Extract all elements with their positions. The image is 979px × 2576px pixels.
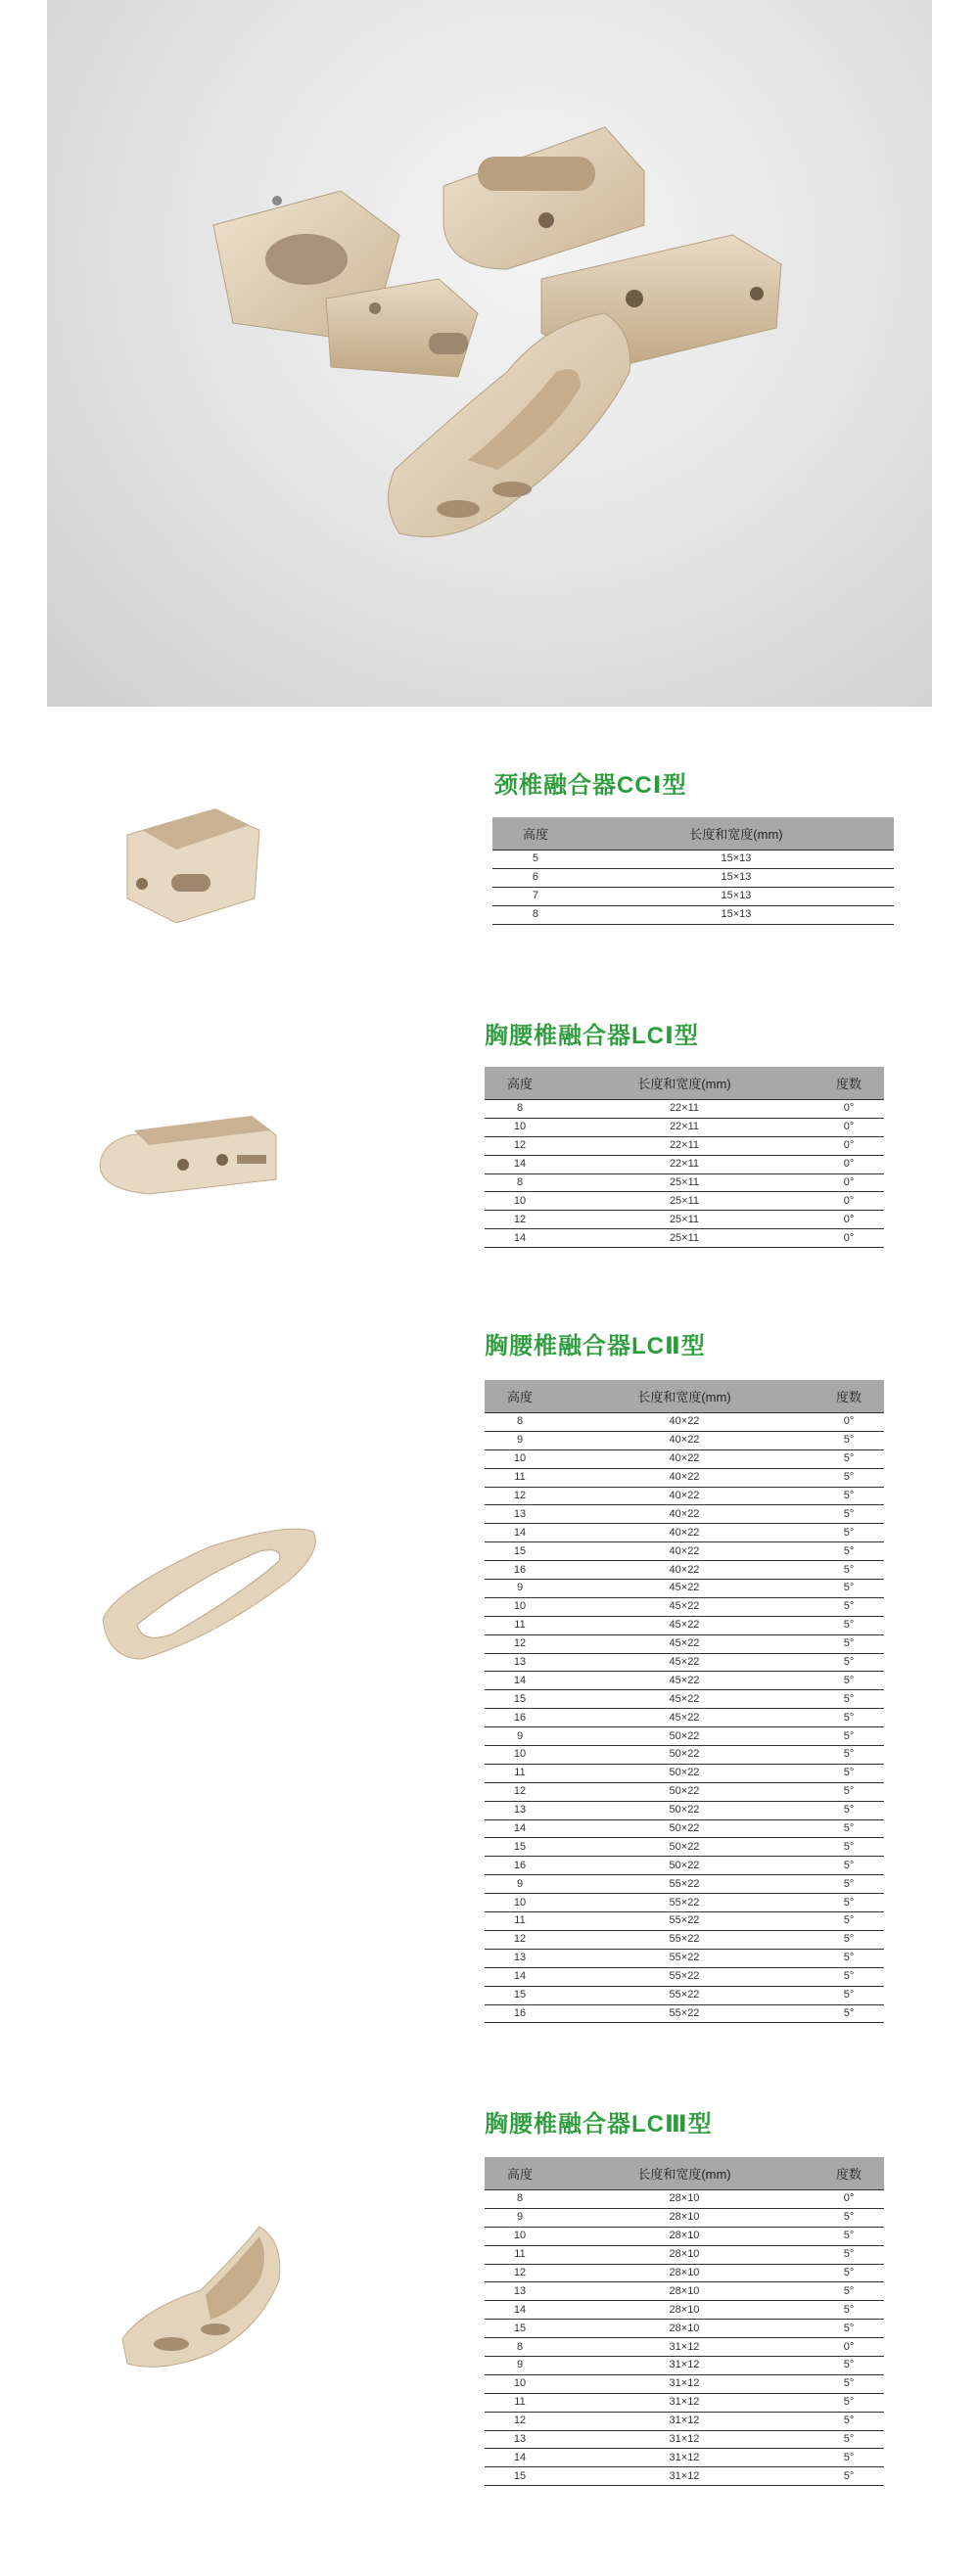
section-title-lc1: 胸腰椎融合器LCⅠ型: [485, 1023, 699, 1049]
table-row: [485, 1690, 884, 1709]
table-cell: 5°: [814, 2301, 884, 2320]
table-cell: 22×11: [555, 1136, 814, 1155]
table-cell: 15: [485, 1690, 555, 1709]
table-cell: 40×22: [555, 1542, 814, 1561]
table-cell: 5°: [814, 1542, 884, 1561]
section-title-lc3: 胸腰椎融合器LCⅢ型: [485, 2111, 713, 2138]
table-cell: 28×10: [555, 2264, 814, 2282]
col-header: 长度和宽度(mm): [579, 817, 894, 851]
table-cell: 15: [485, 1986, 555, 2004]
table-cell: 11: [485, 2245, 555, 2264]
table-cell: 31×12: [555, 2374, 814, 2393]
table-cell: 10: [485, 1192, 555, 1211]
table-row: [485, 1727, 884, 1746]
table-cell: 55×22: [555, 1875, 814, 1894]
table-row: [485, 2412, 884, 2430]
table-cell: 10: [485, 1449, 555, 1468]
table-cell: 28×10: [555, 2227, 814, 2245]
table-cell: 50×22: [555, 1727, 814, 1746]
table-row: [492, 868, 894, 887]
table-row: [485, 2227, 884, 2245]
table-cell: 40×22: [555, 1413, 814, 1432]
table-cell: 8: [485, 2190, 555, 2209]
table-cell: 8: [485, 1173, 555, 1192]
table-cell: 55×22: [555, 1894, 814, 1912]
col-header: 长度和宽度(mm): [555, 1067, 814, 1100]
table-row: [485, 2467, 884, 2486]
table-row: [492, 887, 894, 905]
table-row: [485, 1857, 884, 1875]
col-header: 度数: [814, 1380, 884, 1413]
table-row: [485, 1634, 884, 1653]
table-row: [485, 1173, 884, 1192]
table-row: [485, 1764, 884, 1782]
cage-lc1-image: [90, 1096, 286, 1209]
table-cell: 16: [485, 2004, 555, 2023]
table-cell: 5°: [814, 2004, 884, 2023]
table-cell: 5°: [814, 1524, 884, 1542]
table-row: [485, 1709, 884, 1727]
table-cell: 5°: [814, 2357, 884, 2375]
table-cell: 0°: [814, 1192, 884, 1211]
table-row: [485, 1100, 884, 1119]
table-row: [485, 2374, 884, 2393]
table-cell: 11: [485, 2393, 555, 2412]
table-cell: 5°: [814, 1505, 884, 1524]
cage-lc2-image: [93, 1512, 328, 1683]
table-row: [485, 1487, 884, 1505]
table-row: [485, 1413, 884, 1432]
table-cell: 5°: [814, 1746, 884, 1765]
table-row: [485, 2264, 884, 2282]
table-cell: 28×10: [555, 2208, 814, 2227]
table-cell: 5°: [814, 1764, 884, 1782]
table-cell: 5°: [814, 1431, 884, 1449]
table-row: [492, 905, 894, 924]
table-cell: 0°: [814, 1413, 884, 1432]
table-cell: 16: [485, 1709, 555, 1727]
table-cell: 5°: [814, 2393, 884, 2412]
table-row: [485, 2320, 884, 2338]
section-title-lc2: 胸腰椎融合器LCⅡ型: [485, 1333, 706, 1359]
table-cell: 15×13: [579, 868, 894, 887]
table-cell: 12: [485, 1782, 555, 1801]
table-cell: 13: [485, 2430, 555, 2449]
table-cell: 40×22: [555, 1561, 814, 1580]
table-cell: 55×22: [555, 1930, 814, 1949]
cage-cc-image: [117, 791, 264, 933]
table-cell: 55×22: [555, 1912, 814, 1931]
table-cell: 55×22: [555, 1949, 814, 1967]
table-cell: 11: [485, 1468, 555, 1487]
table-cell: 31×12: [555, 2430, 814, 2449]
table-cell: 28×10: [555, 2282, 814, 2301]
table-cell: 5°: [814, 1801, 884, 1819]
spec-table-lc1: [485, 1067, 884, 1248]
table-cell: 12: [485, 1487, 555, 1505]
table-cell: 5°: [814, 2320, 884, 2338]
cage-lc3-image: [113, 2212, 289, 2383]
table-row: [485, 2357, 884, 2375]
col-header: 长度和宽度(mm): [555, 1380, 814, 1413]
table-cell: 11: [485, 1764, 555, 1782]
table-cell: 9: [485, 1875, 555, 1894]
table-cell: 13: [485, 2282, 555, 2301]
table-cell: 40×22: [555, 1505, 814, 1524]
table-cell: 45×22: [555, 1690, 814, 1709]
table-cell: 31×12: [555, 2412, 814, 2430]
table-cell: 50×22: [555, 1801, 814, 1819]
table-cell: 8: [492, 905, 579, 924]
table-cell: 12: [485, 1930, 555, 1949]
table-row: [485, 1580, 884, 1598]
table-cell: 9: [485, 2208, 555, 2227]
table-cell: 5°: [814, 1449, 884, 1468]
table-row: [485, 2393, 884, 2412]
table-cell: 5°: [814, 2282, 884, 2301]
table-row: [485, 1801, 884, 1819]
table-cell: 10: [485, 1746, 555, 1765]
table-cell: 5°: [814, 2245, 884, 2264]
table-cell: 5°: [814, 1894, 884, 1912]
table-cell: 50×22: [555, 1782, 814, 1801]
table-cell: 40×22: [555, 1431, 814, 1449]
table-cell: 5°: [814, 1857, 884, 1875]
table-cell: 28×10: [555, 2245, 814, 2264]
table-cell: 8: [485, 1100, 555, 1119]
table-cell: 40×22: [555, 1449, 814, 1468]
table-row: [485, 1192, 884, 1211]
table-cell: 50×22: [555, 1838, 814, 1857]
table-cell: 31×12: [555, 2393, 814, 2412]
table-cell: 5°: [814, 1690, 884, 1709]
table-cell: 15: [485, 1838, 555, 1857]
table-cell: 45×22: [555, 1597, 814, 1616]
col-header: 长度和宽度(mm): [555, 2157, 814, 2190]
table-row: [485, 1505, 884, 1524]
table-row: [485, 1838, 884, 1857]
table-row: [485, 1229, 884, 1248]
table-row: [485, 1449, 884, 1468]
spec-table-lc2: [485, 1380, 884, 2023]
table-cell: 7: [492, 887, 579, 905]
table-cell: 31×12: [555, 2338, 814, 2357]
table-cell: 40×22: [555, 1524, 814, 1542]
table-row: [485, 1967, 884, 1986]
col-header: 高度: [485, 1067, 555, 1100]
table-cell: 50×22: [555, 1857, 814, 1875]
table-cell: 15: [485, 2467, 555, 2486]
table-cell: 5°: [814, 2227, 884, 2245]
table-row: [485, 2245, 884, 2264]
table-cell: 0°: [814, 2338, 884, 2357]
table-cell: 55×22: [555, 1986, 814, 2004]
table-cell: 0°: [814, 1211, 884, 1229]
table-cell: 45×22: [555, 1616, 814, 1634]
table-cell: 5°: [814, 2467, 884, 2486]
table-cell: 16: [485, 1857, 555, 1875]
table-cell: 25×11: [555, 1211, 814, 1229]
table-cell: 5°: [814, 2412, 884, 2430]
table-cell: 22×11: [555, 1118, 814, 1136]
table-cell: 13: [485, 1949, 555, 1967]
table-cell: 25×11: [555, 1229, 814, 1248]
table-row: [485, 2208, 884, 2227]
table-row: [485, 1653, 884, 1672]
table-cell: 13: [485, 1653, 555, 1672]
table-cell: 45×22: [555, 1653, 814, 1672]
table-cell: 5°: [814, 1634, 884, 1653]
table-cell: 14: [485, 1524, 555, 1542]
col-header: 高度: [492, 817, 579, 851]
table-cell: 10: [485, 2227, 555, 2245]
table-cell: 9: [485, 1580, 555, 1598]
table-row: [485, 2449, 884, 2467]
table-cell: 12: [485, 1211, 555, 1229]
table-cell: 15×13: [579, 887, 894, 905]
table-cell: 5°: [814, 1967, 884, 1986]
table-cell: 28×10: [555, 2301, 814, 2320]
table-cell: 55×22: [555, 1967, 814, 1986]
table-cell: 50×22: [555, 1746, 814, 1765]
table-cell: 5°: [814, 1912, 884, 1931]
table-row: [485, 1912, 884, 1931]
table-row: [485, 1597, 884, 1616]
table-row: [485, 1542, 884, 1561]
table-cell: 8: [485, 1413, 555, 1432]
table-cell: 5°: [814, 1930, 884, 1949]
table-cell: 5°: [814, 2449, 884, 2467]
table-cell: 5°: [814, 1782, 884, 1801]
table-cell: 25×11: [555, 1192, 814, 1211]
table-cell: 5°: [814, 1709, 884, 1727]
table-cell: 5: [492, 851, 579, 869]
table-cell: 10: [485, 1894, 555, 1912]
table-row: [485, 1875, 884, 1894]
table-cell: 15: [485, 2320, 555, 2338]
table-cell: 45×22: [555, 1634, 814, 1653]
table-cell: 12: [485, 1136, 555, 1155]
table-row: [485, 2430, 884, 2449]
table-row: [485, 2004, 884, 2023]
table-cell: 5°: [814, 1468, 884, 1487]
table-cell: 40×22: [555, 1468, 814, 1487]
table-row: [485, 1894, 884, 1912]
table-row: [485, 1782, 884, 1801]
table-row: [485, 1524, 884, 1542]
table-cell: 9: [485, 1431, 555, 1449]
table-cell: 5°: [814, 1838, 884, 1857]
table-cell: 22×11: [555, 1100, 814, 1119]
table-cell: 50×22: [555, 1764, 814, 1782]
table-cell: 14: [485, 2301, 555, 2320]
table-cell: 0°: [814, 1155, 884, 1173]
table-cell: 50×22: [555, 1819, 814, 1838]
table-cell: 5°: [814, 1487, 884, 1505]
table-cell: 5°: [814, 1875, 884, 1894]
table-cell: 9: [485, 1727, 555, 1746]
table-cell: 9: [485, 2357, 555, 2375]
table-cell: 25×11: [555, 1173, 814, 1192]
table-cell: 5°: [814, 1672, 884, 1690]
table-row: [485, 1468, 884, 1487]
table-row: [485, 1118, 884, 1136]
table-cell: 13: [485, 1505, 555, 1524]
table-row: [485, 1155, 884, 1173]
table-row: [485, 1930, 884, 1949]
table-cell: 15×13: [579, 905, 894, 924]
table-cell: 14: [485, 1819, 555, 1838]
table-row: [485, 1746, 884, 1765]
table-cell: 5°: [814, 2430, 884, 2449]
col-header: 度数: [814, 2157, 884, 2190]
table-cell: 5°: [814, 1616, 884, 1634]
table-cell: 45×22: [555, 1672, 814, 1690]
table-row: [485, 2190, 884, 2209]
table-cell: 11: [485, 1616, 555, 1634]
table-row: [485, 2282, 884, 2301]
table-cell: 22×11: [555, 1155, 814, 1173]
table-row: [492, 851, 894, 869]
table-cell: 0°: [814, 1173, 884, 1192]
table-cell: 31×12: [555, 2449, 814, 2467]
table-row: [485, 2338, 884, 2357]
table-cell: 0°: [814, 1100, 884, 1119]
table-cell: 5°: [814, 1949, 884, 1967]
table-cell: 6: [492, 868, 579, 887]
table-cell: 15: [485, 1542, 555, 1561]
table-cell: 10: [485, 1597, 555, 1616]
table-row: [485, 1819, 884, 1838]
col-header: 度数: [814, 1067, 884, 1100]
table-row: [485, 1949, 884, 1967]
table-cell: 16: [485, 1561, 555, 1580]
table-cell: 45×22: [555, 1580, 814, 1598]
table-row: [485, 1616, 884, 1634]
table-cell: 5°: [814, 1819, 884, 1838]
table-cell: 14: [485, 1229, 555, 1248]
table-cell: 55×22: [555, 2004, 814, 2023]
table-cell: 13: [485, 1801, 555, 1819]
table-cell: 5°: [814, 2374, 884, 2393]
hero-product-image: [47, 0, 932, 707]
table-cell: 12: [485, 2264, 555, 2282]
table-row: [485, 1211, 884, 1229]
spec-table-lc3: [485, 2157, 884, 2486]
table-cell: 14: [485, 1672, 555, 1690]
table-cell: 5°: [814, 2208, 884, 2227]
table-cell: 5°: [814, 1580, 884, 1598]
table-cell: 5°: [814, 2264, 884, 2282]
table-row: [485, 1986, 884, 2004]
table-cell: 0°: [814, 1229, 884, 1248]
table-cell: 5°: [814, 1727, 884, 1746]
section-title-cc1: 颈椎融合器CCⅠ型: [494, 772, 687, 799]
col-header: 高度: [485, 1380, 555, 1413]
table-cell: 5°: [814, 1597, 884, 1616]
table-cell: 5°: [814, 1986, 884, 2004]
table-cell: 0°: [814, 1136, 884, 1155]
table-row: [485, 1431, 884, 1449]
table-row: [485, 2301, 884, 2320]
table-cell: 0°: [814, 2190, 884, 2209]
table-row: [485, 1561, 884, 1580]
col-header: 高度: [485, 2157, 555, 2190]
table-cell: 5°: [814, 1561, 884, 1580]
table-cell: 31×12: [555, 2357, 814, 2375]
table-cell: 8: [485, 2338, 555, 2357]
table-cell: 45×22: [555, 1709, 814, 1727]
table-cell: 14: [485, 2449, 555, 2467]
table-cell: 10: [485, 1118, 555, 1136]
table-cell: 0°: [814, 1118, 884, 1136]
table-cell: 10: [485, 2374, 555, 2393]
table-cell: 15×13: [579, 851, 894, 869]
table-row: [485, 1136, 884, 1155]
spec-table-cc1: [492, 817, 894, 925]
table-cell: 5°: [814, 1653, 884, 1672]
table-cell: 12: [485, 1634, 555, 1653]
table-cell: 28×10: [555, 2320, 814, 2338]
table-cell: 14: [485, 1967, 555, 1986]
cage-lc1-hero: [443, 127, 644, 269]
table-cell: 14: [485, 1155, 555, 1173]
table-cell: 40×22: [555, 1487, 814, 1505]
table-cell: 12: [485, 2412, 555, 2430]
table-row: [485, 1672, 884, 1690]
table-cell: 31×12: [555, 2467, 814, 2486]
table-cell: 28×10: [555, 2190, 814, 2209]
table-cell: 11: [485, 1912, 555, 1931]
